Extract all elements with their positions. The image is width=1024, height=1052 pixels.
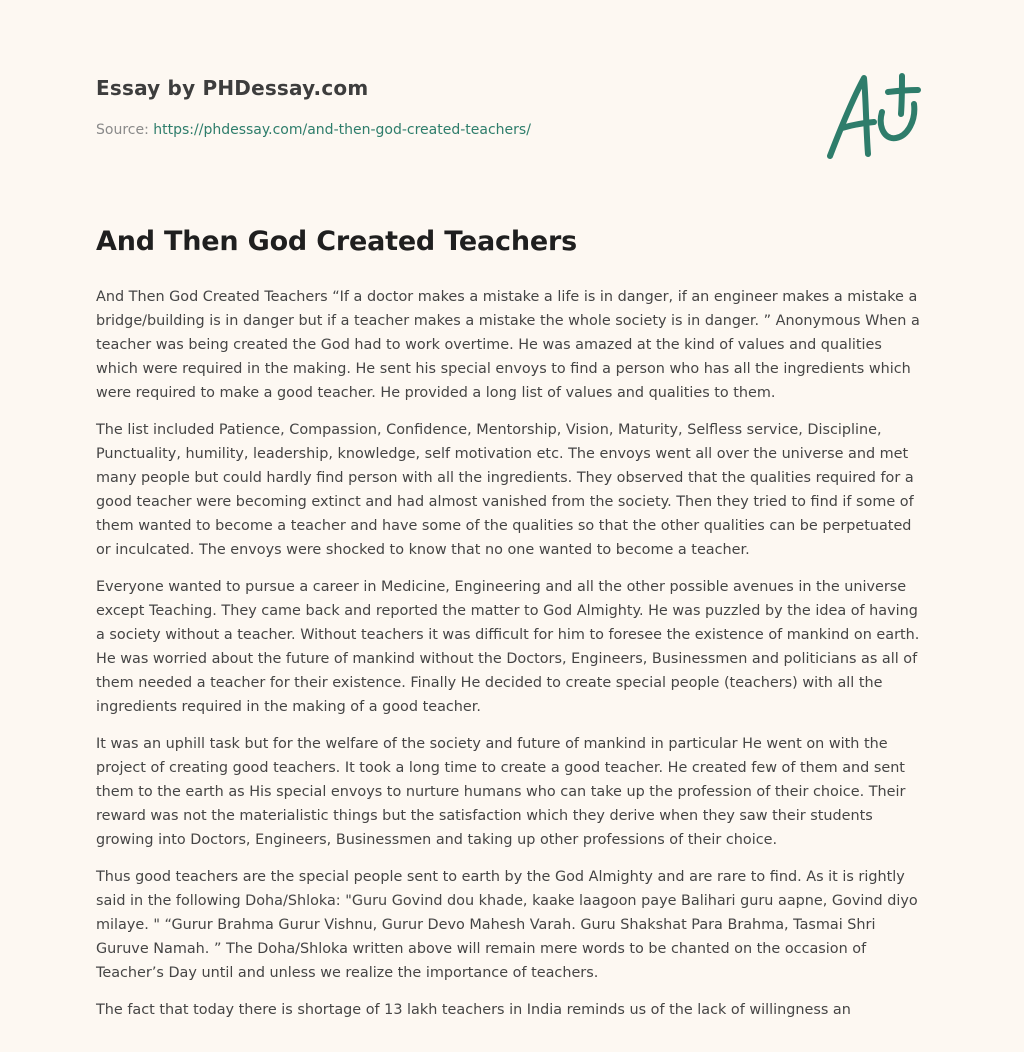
essay-header — [96, 76, 796, 138]
site-brand: Essay by PHDessay.com — [96, 76, 369, 100]
paragraph: And Then God Created Teachers “If a doctor makes a mistake a life is in danger, if an engineer makes a mistake a bridge/building is in danger but if a teacher makes a mistake the whole society is in danger. ” Anonymous When a teacher was being created the God had to work overtime. He was amazed at the kind of values and qualities which were required in the making. He sent his special envoys to find a person who has all the ingredients which were required to make a good teacher. He provided a long list of values and qualities to them. — [96, 289, 920, 401]
paragraph: Thus good teachers are the special people sent to earth by the God Almighty and are rare to find. As it is rightly said in the following Doha/Shloka: "Guru Govind dou khade, kaake laagoon paye Balihari guru aapne, Govind diyo milaye. " “Gurur Brahma Gurur Vishnu, Gurur Devo Mahesh Varah. Guru Shakshat Para Brahma, Tasmai Shri Guruve Namah. ” The Doha/Shloka written above will remain mere words to be chanted on the occasion of Teacher’s Day until and unless we realize the importance of teachers. — [96, 869, 918, 981]
essay-body — [96, 285, 928, 1035]
page-title: And Then God Created Teachers — [96, 226, 577, 257]
paragraph: The fact that today there is shortage of 13 lakh teachers in India reminds us of the lack of willingness an — [96, 1002, 851, 1018]
paragraph: It was an uphill task but for the welfare of the society and future of mankind in particular He went on with the project of creating good teachers. It took a long time to create a good teacher. He created few of them and sent them to the earth as His special envoys to nurture humans who can take up the profession of their choice. Their reward was not the materialistic things but the satisfaction which they derive when they saw their students growing into Doctors, Engineers, Businessmen and taking up other professions of their choice. — [96, 736, 906, 848]
source-label: Source: — [96, 122, 154, 138]
source-link[interactable]: https://phdessay.com/and-then-god-created-teachers/ — [153, 122, 531, 138]
paragraph: Everyone wanted to pursue a career in Medicine, Engineering and all the other possible avenues in the universe except Teaching. They came back and reported the matter to God Almighty. He was puzzled by the idea of having a society without a teacher. Without teachers it was difficult for him to foresee the existence of mankind on earth. He was worried about the future of mankind without the Doctors, Engineers, Businessmen and politicians as all of them needed a teacher for their existence. Finally He decided to create special people (teachers) with all the ingredients required in the making of a good teacher. — [96, 579, 920, 715]
a-plus-logo-icon — [822, 70, 926, 162]
source-line — [96, 122, 796, 138]
paragraph: The list included Patience, Compassion, Confidence, Mentorship, Vision, Maturity, Selfless service, Discipline, Punctuality, humility, leadership, knowledge, self motivation etc. The envoys went all over the universe and met many people but could hardly find person with all the ingredients. They observed that the qualities required for a good teacher were becoming extinct and had almost vanished from the society. Then they tried to find if some of them wanted to become a teacher and have some of the qualities so that the other qualities can be perpetuated or inculcated. The envoys were shocked to know that no one wanted to become a teacher. — [96, 422, 914, 558]
